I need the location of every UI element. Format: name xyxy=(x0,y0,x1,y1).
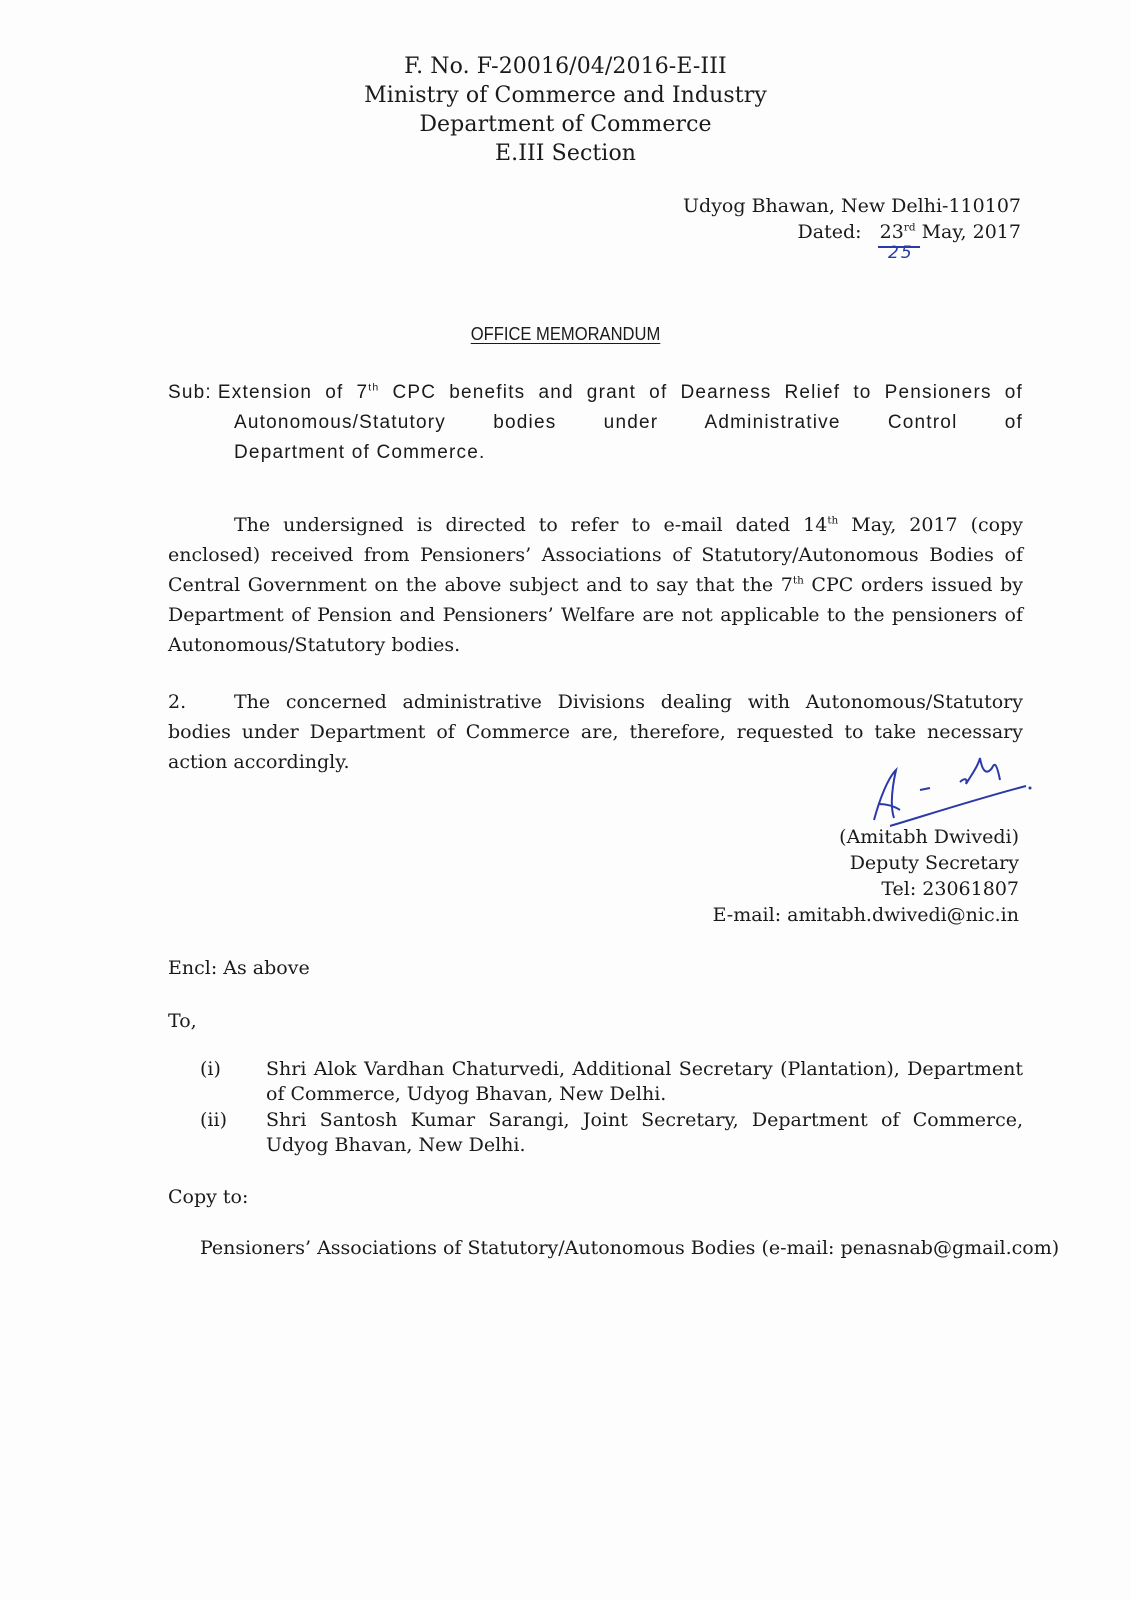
subject-text-a: Extension of 7 xyxy=(217,382,369,403)
date-rest: May, 2017 xyxy=(921,221,1021,243)
copy-to-recipient: Pensioners’ Associations of Statutory/Autonomous Bodies (e-mail: penasnab@gmail.com) xyxy=(200,1237,1060,1259)
date-day xyxy=(880,221,916,243)
subject-block xyxy=(168,378,1023,468)
to-label: To, xyxy=(168,1010,197,1032)
dated-label: Dated: xyxy=(797,221,862,243)
signature-icon xyxy=(860,748,1040,828)
paragraph-2-text: The concerned administrative Divisions dealing with Autonomous/Statutory bodies under Department of Commerce are, therefore, requested to take necessary action accordingly. xyxy=(168,691,1023,773)
signatory-tel: Tel: 23061807 xyxy=(881,878,1019,900)
subject-line-1 xyxy=(168,378,1023,408)
subject-label: Sub: xyxy=(168,382,212,403)
paragraph-1 xyxy=(168,510,1023,660)
paragraph-1-text-a: The undersigned is directed to refer to e-mail dated 14 xyxy=(234,514,828,536)
signatory-block xyxy=(713,824,1019,928)
date-day-number: 23 xyxy=(879,221,904,243)
signatory-designation: Deputy Secretary xyxy=(849,852,1019,874)
signatory-email[interactable]: E-mail: amitabh.dwivedi@nic.in xyxy=(712,904,1019,926)
signatory-name: (Amitabh Dwivedi) xyxy=(839,826,1019,848)
ministry-name: Ministry of Commerce and Industry xyxy=(364,83,767,108)
paragraph-1-sup-2: th xyxy=(792,574,804,587)
address-block xyxy=(683,193,1021,245)
recipient-text: Shri Santosh Kumar Sarangi, Joint Secretary, Department of Commerce, Udyog Bhavan, New Delhi. xyxy=(266,1109,1023,1156)
file-number: F. No. F-20016/04/2016-E-III xyxy=(404,54,727,79)
recipient-item xyxy=(200,1108,1023,1158)
handwritten-date-correction: 25 xyxy=(888,243,914,263)
section-name: E.III Section xyxy=(494,141,637,166)
copy-to-label: Copy to: xyxy=(168,1186,249,1208)
department-name: Department of Commerce xyxy=(419,112,712,137)
letterhead xyxy=(0,52,1131,168)
enclosure-note: Encl: As above xyxy=(168,957,310,979)
paragraph-1-sup-1: th xyxy=(827,514,839,527)
subject-line-3: Department of Commerce. xyxy=(234,442,486,463)
office-address: Udyog Bhawan, New Delhi-110107 xyxy=(683,195,1021,217)
memo-title: OFFICE MEMORANDUM xyxy=(470,324,661,344)
paragraph-1-text-c: CPC orders issued by Department of Pension and Pensioners’ Welfare are not applicable to the pensioners of Autonomous/Statutory bodies. xyxy=(168,574,1023,656)
date-line xyxy=(683,219,1021,245)
date-day-suffix: rd xyxy=(903,221,916,234)
recipient-number: (i) xyxy=(200,1058,221,1080)
paragraph-1-text-b: May, 2017 (copy enclosed) received from Pensioners’ Associations of Statutory/Autonomous Bodies of Central Government on the above subject and to say that the 7 xyxy=(168,514,1023,596)
recipient-number: (ii) xyxy=(200,1109,227,1131)
recipient-text: Shri Alok Vardhan Chaturvedi, Additional Secretary (Plantation), Department of Commerce, Udyog Bhavan, New Delhi. xyxy=(266,1058,1023,1105)
paragraph-2-number: 2. xyxy=(168,691,187,713)
recipient-item xyxy=(200,1057,1023,1107)
subject-line-2: Autonomous/Statutory bodies under Administrative Control of xyxy=(234,412,1023,433)
subject-text-b: CPC benefits and grant of Dearness Relief to Pensioners of xyxy=(379,382,1023,403)
subject-sup: th xyxy=(368,382,380,394)
